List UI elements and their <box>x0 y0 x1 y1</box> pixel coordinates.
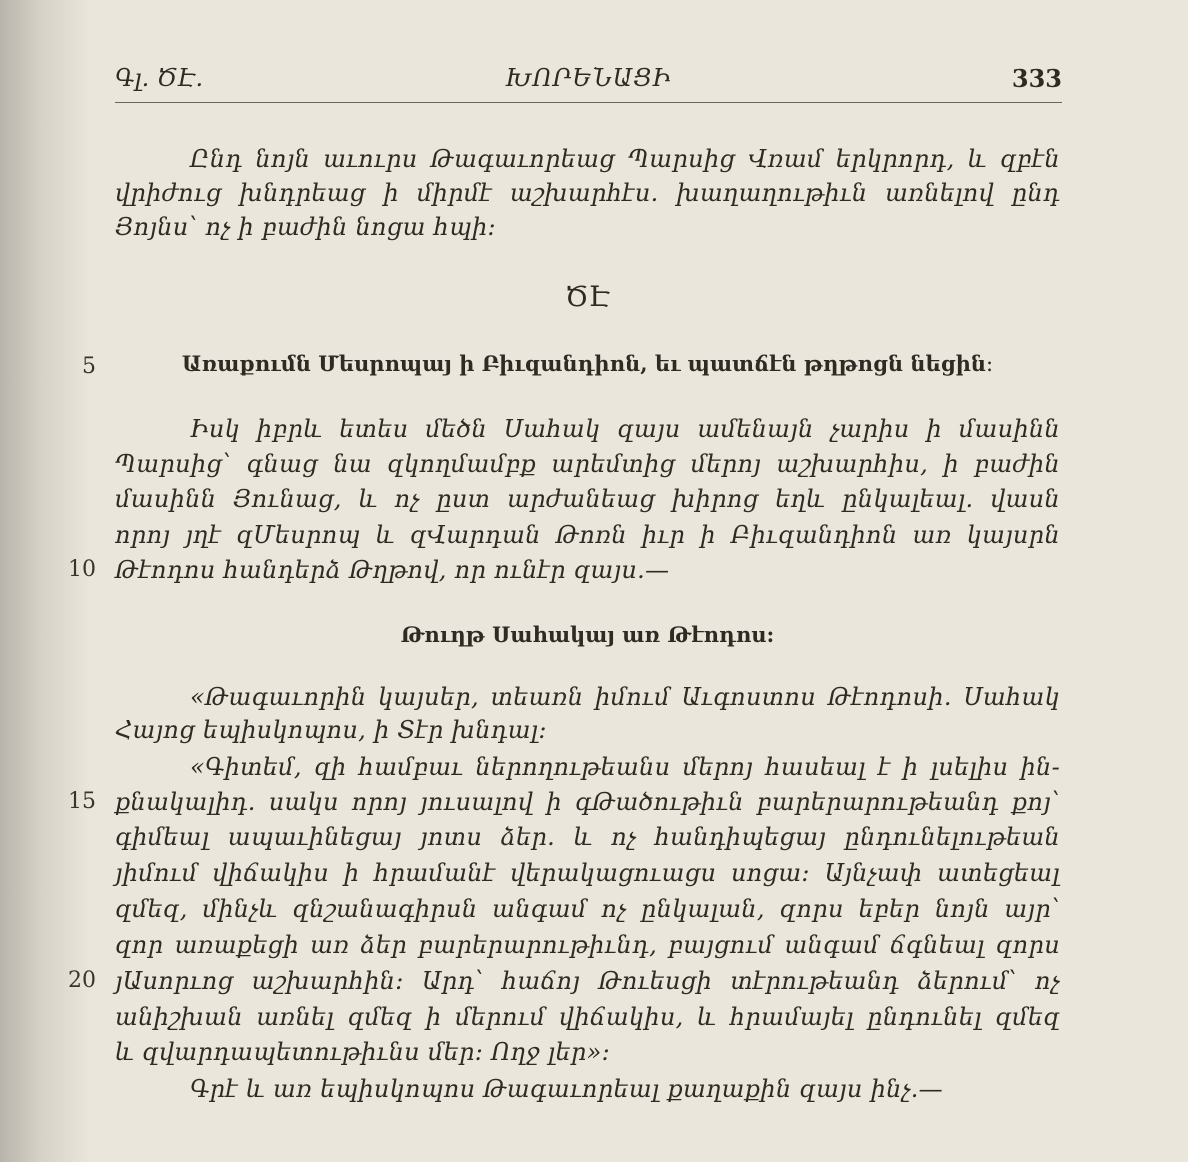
chapter-title: Առաքումն Մեսրոպայ ի Բիւզանդիոն, եւ պատճէն թղթոցն նեցին։ <box>181 351 994 376</box>
text-line: յիմում վիճակիս ի հրամանէ վերակացուացս սոցա։ Այնչափ ատեցեալ <box>115 859 1060 887</box>
text-line: անիշխան առնել զմեզ ի մերում վիճակիս, և հրամայել ընդունել զմեզ <box>115 1003 1060 1031</box>
page-number: 333 <box>1011 64 1062 93</box>
text-line: և զվարդապետութիւնս մեր։ Ողջ լեր»։ <box>115 1038 611 1066</box>
text-line: Ընդ նոյն աւուրս Թագաւորեաց Պարսից Վռամ երկրորդ, և զբէն <box>190 145 1060 173</box>
text-line: քնակալիդ. սակս որոյ յուսալով ի գԹածութիւն բարերարութեանդ քոյ՝ <box>115 788 1060 816</box>
text-line: վրիժուց խնդրեաց ի միրմէ աշխարհէս. խաղաղութիւն առնելով ընդ <box>115 179 1060 207</box>
text-line: մասինն Յունաց, և ոչ ըստ արժանեաց խիրոց եղև ընկալեալ. վասն <box>115 485 1060 513</box>
line-number: 15 <box>68 789 96 814</box>
text-line: «Գիտեմ, զի համբաւ ներողութեանս մերոյ հասեալ է ի լսելիս ին- <box>190 753 1060 781</box>
line-number: 5 <box>82 354 96 379</box>
text-line: որոյ յղէ զՄեսրոպ և զՎարդան Թոռն իւր ի Բիւզանդիոն առ կայսրն <box>115 521 1060 549</box>
book-title: ԽՈՐԵՆԱՑԻ <box>505 64 672 92</box>
running-head <box>115 62 1062 103</box>
line-number: 20 <box>68 968 96 993</box>
text-line: Յոյնս՝ ոչ ի բաժին նոցա հպի։ <box>115 213 497 241</box>
text-line: զոր առաքեցի առ ձեր բարերարութիւնդ, բայցում անգամ ճգնեալ զորս <box>115 931 1060 959</box>
text-line: գիմեալ ապաւինեցայ յոտս ձեր. և ոչ հանդիպեցայ ընդունելութեան <box>115 823 1060 851</box>
line-number: 10 <box>68 557 96 582</box>
text-line: Պարսից՝ գնաց նա զկողմամբք արեմտից մերոյ աշխարհիս, ի բաժին <box>115 450 1060 478</box>
text-line: Իսկ իբրև ետես մեծն Սահակ զայս ամենայն չարիս ի մասինն <box>190 415 1060 443</box>
text-line: յԱսորւոց աշխարհին։ Արդ՝ հաճոյ Թուեսցի տէրութեանդ ձերում՝ ոչ <box>115 967 1060 995</box>
chapter-reference: Գլ. ԾԷ. <box>115 64 204 92</box>
text-line: զմեզ, մինչև զնշանագիրսն անգամ ոչ ընկալան, զորս եբեր նոյն այր՝ <box>115 895 1060 923</box>
text-line: Հայոց եպիսկոպոս, ի Տէր խնդալ։ <box>115 716 547 744</box>
chapter-number: ԾԷ <box>565 280 610 313</box>
text-line: Թէոդոս հանդերձ Թղթով, որ ունէր զայս.— <box>115 556 670 584</box>
text-line: «Թագաւորին կայսեր, տեառն իմում Աւգոստոս Թէոդոսի. Սահակ <box>190 683 1060 711</box>
text-line: Գրէ և առ եպիսկոպոս Թագաւորեալ քաղաքին զայս ինչ.— <box>190 1075 943 1103</box>
letter-heading: Թուղթ Սահակայ առ Թէոդոս: <box>400 622 775 647</box>
